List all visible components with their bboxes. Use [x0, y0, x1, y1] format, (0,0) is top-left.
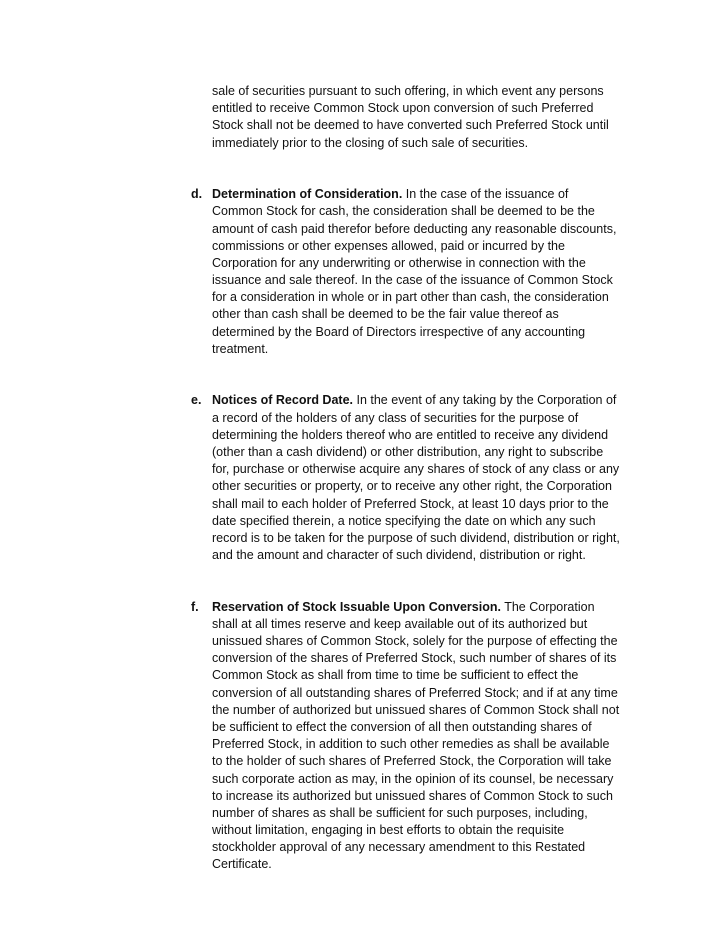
line-text: a record of the holders of any class of securities for the purpose of	[212, 410, 579, 425]
text-line	[0, 221, 720, 238]
line-text: be sufficient to effect the conversion of all then outstanding shares of	[212, 719, 592, 734]
text-line	[0, 341, 720, 358]
line-text: determined by the Board of Directors irrespective of any accounting	[212, 324, 586, 339]
text-line	[0, 633, 720, 650]
text-line	[0, 599, 720, 616]
text-line	[0, 530, 720, 547]
text-line	[0, 117, 720, 134]
line-text: issuance and sale thereof. In the case of the issuance of Common Stock	[212, 273, 613, 288]
line-text: without limitation, engaging in best efforts to obtain the requisite	[212, 823, 565, 838]
text-line	[0, 100, 720, 117]
line-text: In the case of the issuance of	[402, 187, 569, 202]
text-line	[0, 289, 720, 306]
line-text: immediately prior to the closing of such sale of securities.	[212, 135, 529, 150]
line-text: (other than a cash dividend) or other distribution, any right to subscribe	[212, 444, 604, 459]
text-line	[0, 203, 720, 220]
line-text: treatment.	[212, 341, 269, 356]
line-text: other than cash shall be deemed to be the fair value thereof as	[212, 307, 559, 322]
line-text: entitled to receive Common Stock upon conversion of such Preferred	[212, 101, 594, 116]
section-heading: Notices of Record Date.	[212, 393, 354, 408]
section-f-reservation-of-stock	[0, 599, 720, 874]
text-line	[0, 186, 720, 203]
line-text: other securities or property, or to receive any other right, the Corporation	[212, 479, 612, 494]
text-line	[0, 856, 720, 873]
section-d-determination-of-consideration	[0, 186, 720, 358]
text-line	[0, 324, 720, 341]
text-line	[0, 702, 720, 719]
line-text: shall mail to each holder of Preferred Stock, at least 10 days prior to the	[212, 496, 609, 511]
line-text: shall at all times reserve and keep available out of its authorized but	[212, 616, 588, 631]
text-line	[0, 650, 720, 667]
text-line	[0, 427, 720, 444]
line-text: number of shares as shall be sufficient for such purposes, including,	[212, 805, 588, 820]
line-text: and the amount and character of such dividend, distribution or right.	[212, 548, 586, 563]
text-line	[0, 805, 720, 822]
text-line	[0, 238, 720, 255]
continuation-paragraph	[0, 83, 720, 152]
line-text: conversion of all outstanding shares of Preferred Stock; and if at any time	[212, 685, 618, 700]
line-text: unissued shares of Common Stock, solely for the purpose of effecting the	[212, 634, 618, 649]
line-text: for, purchase or otherwise acquire any shares of stock of any class or any	[212, 462, 620, 477]
document-page	[0, 83, 720, 908]
text-line	[0, 444, 720, 461]
text-line	[0, 771, 720, 788]
text-line	[0, 547, 720, 564]
line-text: Corporation for any underwriting or otherwise in connection with the	[212, 255, 586, 270]
text-line	[0, 513, 720, 530]
text-line	[0, 685, 720, 702]
text-line	[0, 616, 720, 633]
list-marker: f.	[191, 599, 199, 614]
line-text: conversion of the shares of Preferred Stock, such number of shares of its	[212, 651, 617, 666]
section-heading: Determination of Consideration.	[212, 187, 403, 202]
line-text: The Corporation	[500, 599, 595, 614]
text-line	[0, 753, 720, 770]
line-text: date specified therein, a notice specifying the date on which any such	[212, 513, 596, 528]
line-text: for a consideration in whole or in part other than cash, the consideration	[212, 290, 609, 305]
text-line	[0, 839, 720, 856]
list-marker: d.	[191, 187, 203, 202]
text-line	[0, 736, 720, 753]
text-line	[0, 392, 720, 409]
text-line	[0, 496, 720, 513]
text-line	[0, 478, 720, 495]
line-text: to increase its authorized but unissued shares of Common Stock to such	[212, 788, 613, 803]
text-line	[0, 719, 720, 736]
text-line	[0, 83, 720, 100]
text-line	[0, 667, 720, 684]
section-e-notices-of-record-date	[0, 392, 720, 564]
line-text: the number of authorized but unissued shares of Common Stock shall not	[212, 702, 620, 717]
list-marker: e.	[191, 393, 202, 408]
text-line	[0, 135, 720, 152]
line-text: commissions or other expenses allowed, paid or incurred by the	[212, 238, 565, 253]
text-line	[0, 822, 720, 839]
text-line	[0, 410, 720, 427]
line-text: determining the holders thereof who are entitled to receive any dividend	[212, 427, 609, 442]
line-text: Common Stock for cash, the consideration shall be deemed to be the	[212, 204, 595, 219]
text-line	[0, 461, 720, 478]
line-text: amount of cash paid therefor before deducting any reasonable discounts,	[212, 221, 617, 236]
line-text: In the event of any taking by the Corporation of	[353, 393, 617, 408]
line-text: Preferred Stock, in addition to such other remedies as shall be available	[212, 737, 610, 752]
text-line	[0, 255, 720, 272]
line-text: such corporate action as may, in the opinion of its counsel, be necessary	[212, 771, 614, 786]
text-line	[0, 272, 720, 289]
line-text: Common Stock as shall from time to time be sufficient to effect the	[212, 668, 579, 683]
line-text: record is to be taken for the purpose of such dividend, distribution or right,	[212, 530, 620, 545]
text-line	[0, 788, 720, 805]
line-text: Stock shall not be deemed to have converted such Preferred Stock until	[212, 118, 609, 133]
text-line	[0, 306, 720, 323]
line-text: stockholder approval of any necessary amendment to this Restated	[212, 840, 586, 855]
section-heading: Reservation of Stock Issuable Upon Conversion.	[212, 599, 501, 614]
line-text: to the holder of such shares of Preferred Stock, the Corporation will take	[212, 754, 612, 769]
line-text: sale of securities pursuant to such offering, in which event any persons	[212, 84, 604, 98]
line-text: Certificate.	[212, 857, 272, 872]
